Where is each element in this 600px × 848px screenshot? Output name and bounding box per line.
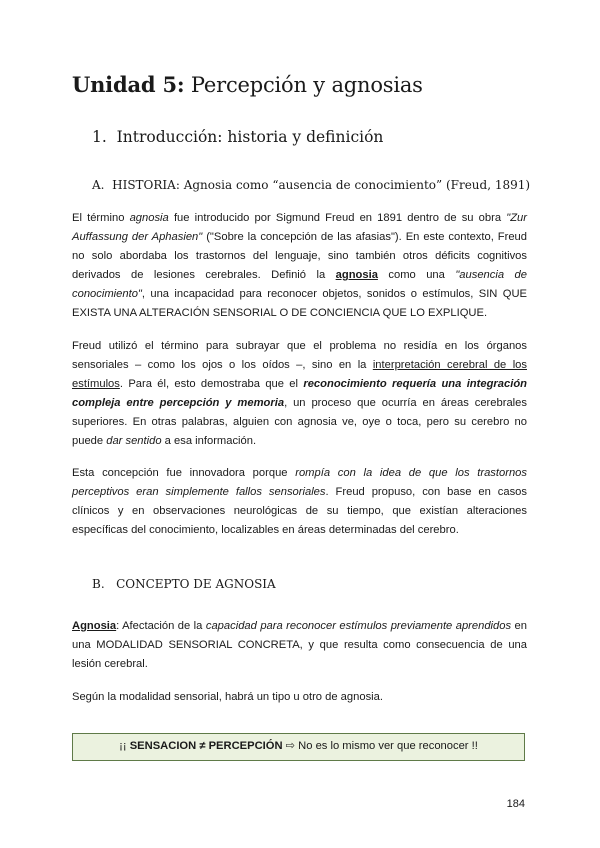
text-run: Esta concepción fue innovadora porque: [72, 467, 296, 479]
italic-term: agnosia: [129, 212, 169, 224]
bold-underlined-term: Agnosia: [72, 620, 117, 632]
subsection-letter: A.: [92, 178, 105, 192]
paragraph-modality: Según la modalidad sensorial, habrá un tipo u otro de agnosia.: [72, 691, 383, 703]
text-run: , una incapacidad para reconocer objetos, sonidos o estímulos, SIN QUE EXISTA UNA ALTERACIÓN SENSORIAL O DE CONCIENCIA QUE LO EXPLIQUE.: [72, 288, 527, 319]
paragraph-innovation: [72, 464, 527, 540]
underlined-phrase: interpretación cerebral de los estímulos: [72, 359, 527, 390]
subsection-heading-a: [92, 178, 530, 192]
arrow-icon: ⇨: [282, 740, 299, 752]
text-run: Freud utilizó el término para subrayar que el problema no residía en los órganos sensoriales – como los ojos o los oídos –, sino en la: [72, 340, 527, 371]
italic-definition: "ausencia de conocimiento": [72, 269, 527, 300]
unit-label: Unidad 5:: [72, 72, 185, 97]
text-run: El término: [72, 212, 130, 224]
bold-underlined-term: agnosia: [335, 269, 378, 281]
italic-phrase: capacidad para reconocer estímulos previamente aprendidos: [205, 620, 512, 632]
section-label: Introducción: historia y definición: [116, 128, 384, 146]
text-run: como una: [377, 269, 456, 281]
page-title: [72, 72, 423, 97]
page-number: 184: [506, 798, 525, 810]
highlight-callout-box: [72, 733, 525, 761]
callout-prefix: ¡¡: [119, 740, 130, 752]
subsection-label: CONCEPTO DE AGNOSIA: [116, 577, 276, 591]
section-heading-1: [92, 128, 383, 146]
italic-work-title: "Zur Auffassung der Aphasien": [72, 212, 527, 243]
text-run: ("Sobre la concepción de las afasias"). En este contexto, Freud no solo abordaba los trastornos del lenguaje, sino también otros déficits cognitivos derivados de lesiones cerebrales. Definió la: [72, 231, 527, 281]
text-run: a esa información.: [161, 435, 257, 447]
subsection-heading-b: [92, 577, 276, 591]
subsection-letter: B.: [92, 577, 105, 591]
text-run: . Freud propuso, con base en casos clínicos y en observaciones neurológicas de su tiempo, que existían alteraciones específicas del conocimiento, localizables en áreas determinadas del cerebro.: [72, 486, 527, 536]
paragraph-agnosia-definition: [72, 617, 527, 674]
text-run: en una MODALIDAD SENSORIAL CONCRETA, y que resulta como consecuencia de una lesión cerebral.: [72, 620, 527, 670]
bold-italic-phrase: reconocimiento requería una integración compleja entre percepción y memoria: [72, 378, 527, 409]
unit-title-text: Percepción y agnosias: [184, 73, 423, 97]
text-run: fue introducido por Sigmund Freud en 1891 dentro de su obra: [168, 212, 507, 224]
paragraph-freud-interpretation: [72, 337, 527, 451]
text-run: . Para él, esto demostraba que el: [119, 378, 304, 390]
italic-phrase: rompía con la idea de que los trastornos perceptivos eran simplemente fallos sensoriales: [72, 467, 527, 498]
subsection-label: HISTORIA: Agnosia como “ausencia de conocimiento” (Freud, 1891): [112, 178, 531, 192]
section-number: 1.: [92, 128, 107, 146]
text-run: : Afectación de la: [116, 620, 206, 632]
callout-bold-text: SENSACION ≠ PERCEPCIÓN: [129, 740, 283, 752]
italic-phrase: dar sentido: [106, 435, 162, 447]
text-run: , un proceso que ocurría en áreas cerebrales superiores. En otras palabras, alguien con agnosia ve, oye o toca, pero su cerebro no puede: [72, 397, 527, 447]
callout-text: No es lo mismo ver que reconocer !!: [298, 740, 478, 752]
paragraph-freud-history: [72, 209, 527, 323]
